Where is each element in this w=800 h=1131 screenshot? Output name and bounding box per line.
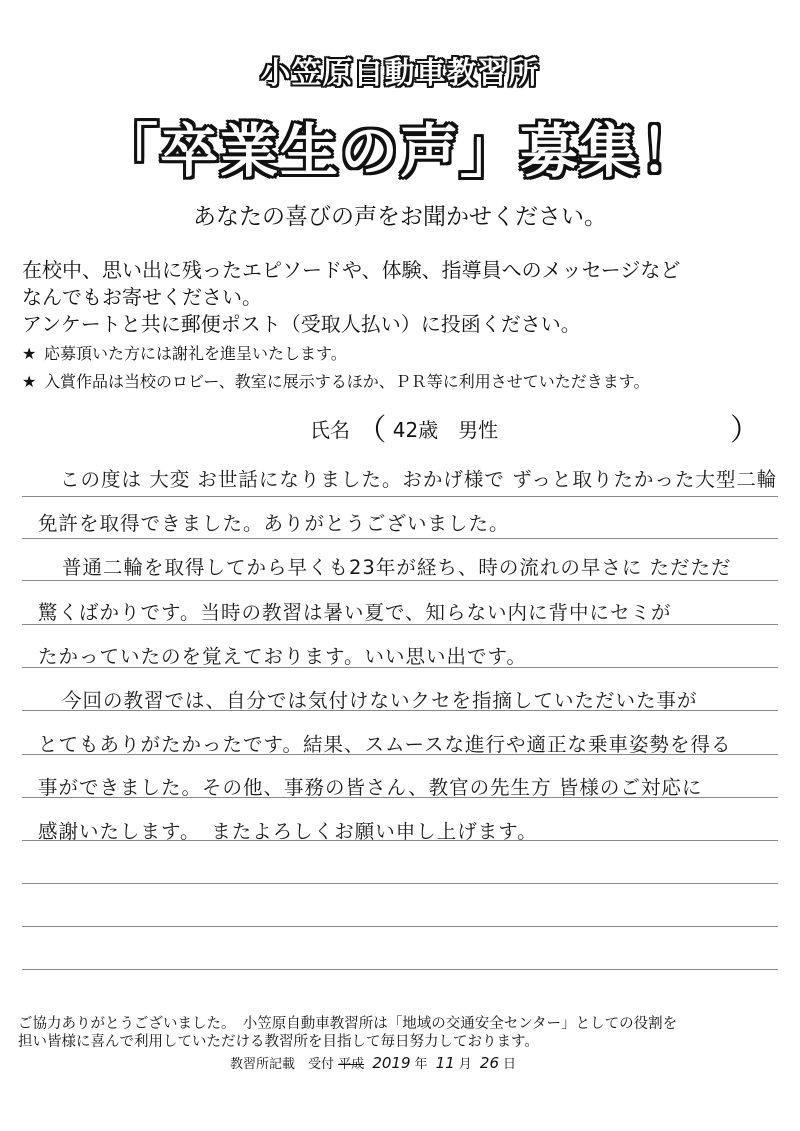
reception-month-unit: 月 xyxy=(458,1057,472,1072)
note-reward xyxy=(22,341,782,364)
writing-rule xyxy=(22,496,778,497)
reception-label: 教習所記載 受付 xyxy=(230,1057,335,1072)
reception-day-unit: 日 xyxy=(503,1057,517,1072)
reception-year-unit: 年 xyxy=(414,1057,428,1072)
handwritten-line: 免許を取得できました。ありがとうございました。 xyxy=(38,512,510,535)
writing-rule xyxy=(22,538,778,539)
footer-line-2: 担い皆様に喜んで利用していただける教習所を目指して毎日努力しております。 xyxy=(18,1034,539,1050)
headline: 「卒業生の声」募集！ xyxy=(99,117,700,185)
note-usage-text: 入賞作品は当校のロビー、教室に展示するほか、ＰＲ等に利用させていただきます。 xyxy=(44,372,650,391)
name-label: 氏名 xyxy=(310,418,350,442)
handwritten-line: 驚くばかりです。当時の教習は暑い夏で、知らない内に背中にセミが xyxy=(38,601,672,624)
reception-month: 11 xyxy=(435,1054,455,1072)
reception-year: 2019 xyxy=(372,1054,411,1072)
handwritten-line: 今回の教習では、自分では気付けないクセを指摘していただいた事が xyxy=(62,689,698,712)
footer-line-1: ご協力ありがとうございました。 小笠原自動車教習所は「地域の交通安全センター」としての役割を xyxy=(18,1016,678,1032)
name-close-paren: ） xyxy=(730,413,760,448)
handwritten-line: とてもありがたかったです。結果、スムースな進行や適正な乗車姿勢を得る xyxy=(38,733,732,756)
reception-era-struck: 平成 xyxy=(338,1057,365,1072)
reception-stamp xyxy=(230,1053,516,1072)
writing-rule xyxy=(22,926,778,927)
reception-day: 26 xyxy=(479,1054,499,1072)
writing-rule xyxy=(22,969,778,970)
note-reward-text: 応募頂いた方には謝礼を進呈いたします。 xyxy=(44,344,347,363)
writing-rule xyxy=(22,883,778,884)
name-value: 42歳 男性 xyxy=(392,418,499,442)
intro-line-2: なんでもお寄せください。 xyxy=(22,285,262,309)
handwritten-line: たかっていたのを覚えております。いい思い出です。 xyxy=(38,645,527,668)
handwritten-line: 感謝いたします。 またよろしくお願い申し上げます。 xyxy=(38,820,538,843)
writing-rule xyxy=(22,580,778,581)
intro-line-3: アンケートと共に郵便ポスト（受取人払い）に投函ください。 xyxy=(22,312,581,336)
handwritten-line: 普通二輪を取得してから早くも23年が経ち、時の流れの早さに ただただ xyxy=(62,556,732,579)
name-open-paren: （ xyxy=(356,413,387,448)
intro-line-1: 在校中、思い出に残ったエピソードや、体験、指導員へのメッセージなど xyxy=(22,258,681,282)
note-usage xyxy=(22,369,782,392)
school-name: 小笠原自動車教習所 xyxy=(260,56,540,91)
star-icon: ★ xyxy=(22,372,37,391)
star-icon: ★ xyxy=(22,344,37,363)
name-field xyxy=(310,405,760,449)
subtitle: あなたの喜びの声をお聞かせください。 xyxy=(193,204,607,230)
handwritten-line: 事ができました。その他、事務の皆さん、教官の先生方 皆様のご対応に xyxy=(38,776,703,799)
handwritten-line: この度は 大変 お世話になりました。おかげ様で ずっと取りたかった大型二輪 xyxy=(60,468,778,491)
